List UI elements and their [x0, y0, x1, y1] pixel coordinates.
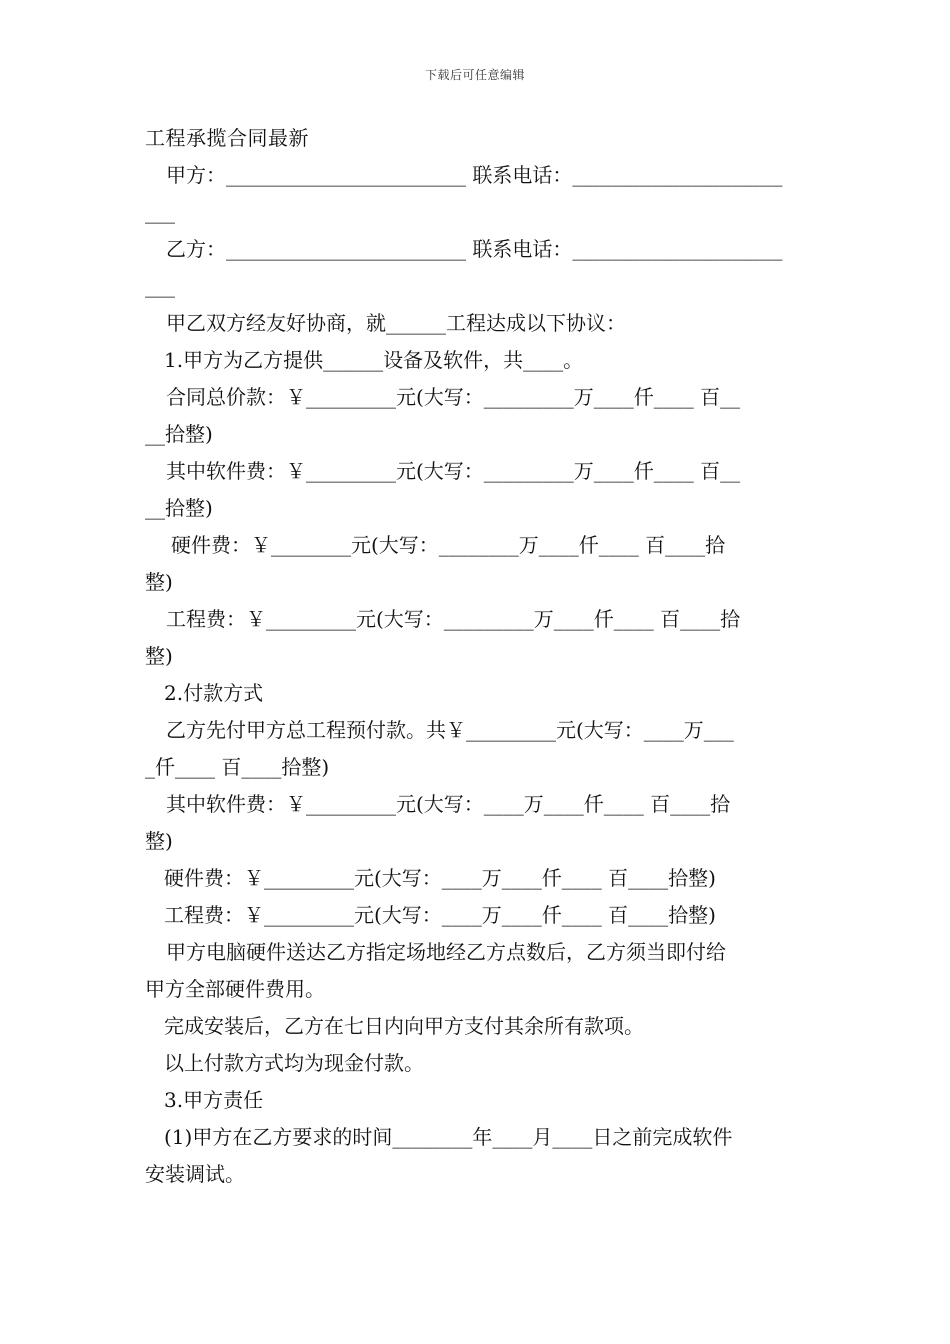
hardware-delivery-line-cont: 甲方全部硬件费用。	[145, 977, 325, 1001]
agreement-intro: 甲乙双方经友好协商，就______工程达成以下协议：	[166, 311, 626, 335]
prepay-engineering-fee-line: 工程费：￥_________元(大写：____万____仟____ 百____拾整)	[164, 903, 716, 927]
hardware-fee-line-cont: 整)	[145, 570, 173, 594]
party-b-line: 乙方：________________________ 联系电话：_____________________	[166, 237, 783, 261]
engineering-fee-line-cont: 整)	[145, 644, 173, 668]
clause-3-item-1: (1)甲方在乙方要求的时间________年____月____日之前完成软件	[164, 1125, 733, 1149]
cash-payment-line: 以上付款方式均为现金付款。	[164, 1051, 424, 1075]
clause-1: 1.甲方为乙方提供______设备及软件，共____。	[164, 348, 584, 372]
prepay-hardware-fee-line: 硬件费：￥_________元(大写：____万____仟____ 百____拾整)	[164, 866, 716, 890]
total-price-line-cont: __拾整)	[145, 422, 213, 446]
prepayment-line: 乙方先付甲方总工程预付款。共￥_________元(大写：____万___	[166, 718, 734, 742]
software-fee-line-cont: __拾整)	[145, 496, 213, 520]
download-note: 下载后可任意编辑	[424, 68, 525, 82]
party-b-line-cont: ___	[145, 274, 175, 298]
hardware-delivery-line: 甲方电脑硬件送达乙方指定场地经乙方点数后，乙方须当即付给	[166, 940, 726, 964]
contract-body	[145, 120, 810, 1193]
prepay-software-fee-line-cont: 整)	[145, 829, 173, 853]
clause-3-heading: 3.甲方责任	[164, 1088, 264, 1112]
total-price-line: 合同总价款：￥_________元(大写：_________万____仟____ 百__	[166, 385, 741, 409]
software-fee-line: 其中软件费：￥_________元(大写：_________万____仟____ 百__	[166, 459, 741, 483]
party-a-line-cont: ___	[145, 200, 175, 224]
clause-3-item-1-cont: 安装调试。	[145, 1162, 245, 1186]
contract-title: 工程承揽合同最新	[145, 126, 309, 150]
party-a-line: 甲方：________________________ 联系电话：_____________________	[166, 163, 783, 187]
prepay-software-fee-line: 其中软件费：￥_________元(大写：____万____仟____ 百____拾	[166, 792, 731, 816]
prepayment-line-cont: _仟____ 百____拾整)	[145, 755, 330, 779]
installation-payment-line: 完成安装后，乙方在七日内向甲方支付其余所有款项。	[164, 1014, 644, 1038]
hardware-fee-line: 硬件费：￥________元(大写：________万____仟____ 百____拾	[171, 533, 726, 557]
engineering-fee-line: 工程费：￥_________元(大写：_________万____仟____ 百____拾	[166, 607, 741, 631]
clause-2-heading: 2.付款方式	[164, 681, 264, 705]
